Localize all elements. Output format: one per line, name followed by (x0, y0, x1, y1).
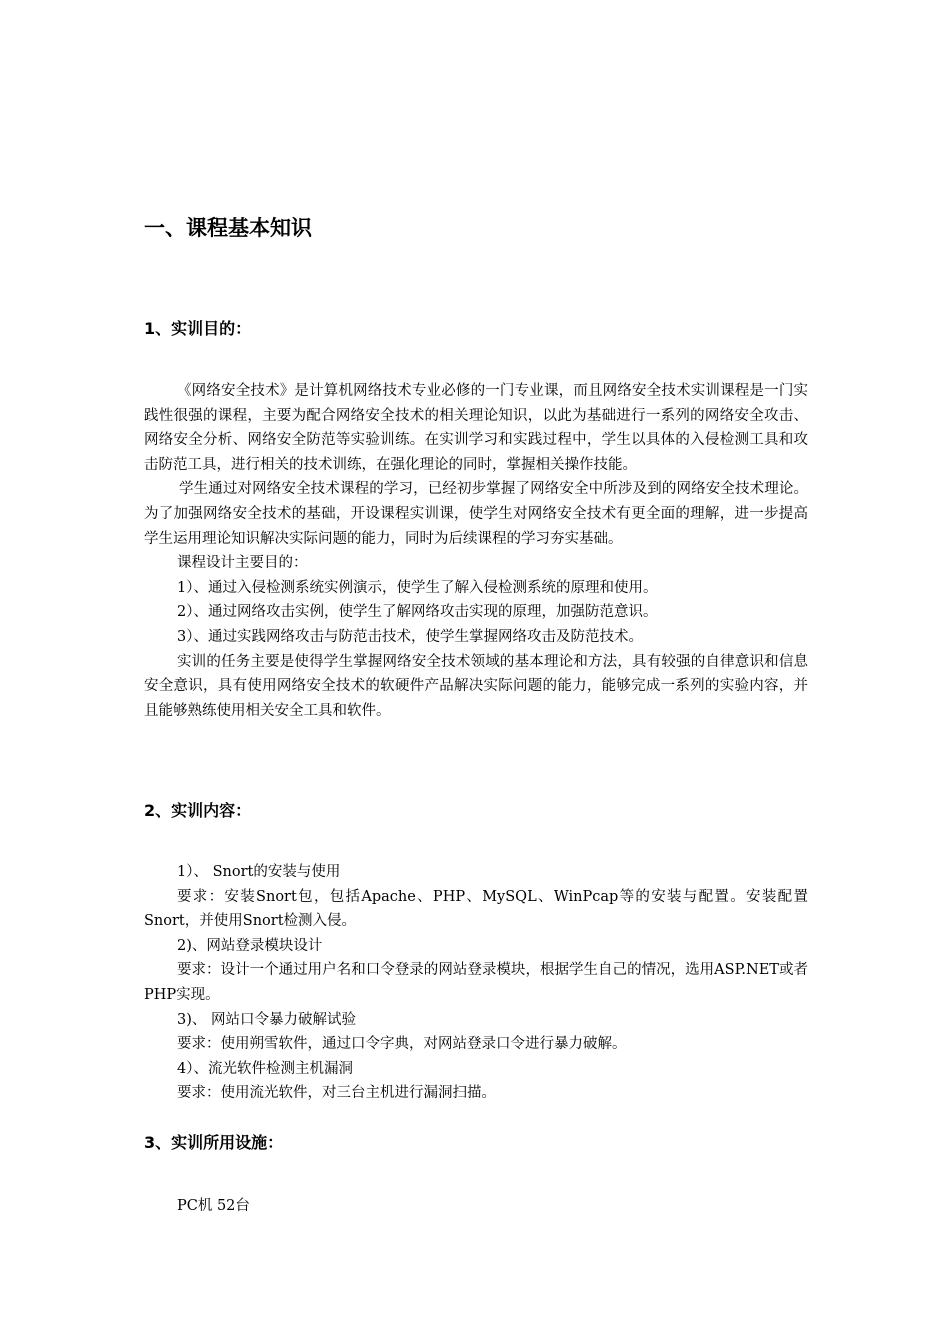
content-block (144, 860, 808, 1106)
facilities-text: PC机 52台 (177, 1198, 250, 1214)
content-item-title: 2)、网站登录模块设计 (177, 937, 323, 954)
purpose-paragraph-3: 实训的任务主要是使得学生掌握网络安全技术领域的基本理论和方法，具有较强的自律意识和信息安全意识，具有使用网络安全技术的软硬件产品解决实际问题的能力，能够完成一系列的实验内容，并且能够熟练使用相关安全工具和软件。 (144, 653, 808, 719)
content-item-title: 3)、 网站口令暴力破解试验 (177, 1011, 356, 1028)
purpose-paragraph-1: 《网络安全技术》是计算机网络技术专业必修的一门专业课，而且网络安全技术实训课程是一门实践性很强的课程，主要为配合网络安全技术的相关理论知识，以此为基础进行一系列的网络安全攻击、网络安全分析、网络安全防范等实验训练。在实训学习和实践过程中，学生以具体的入侵检测工具和攻击防范工具，进行相关的技术训练，在强化理论的同时，掌握相关操作技能。 (144, 383, 808, 473)
content-item-requirement: 要求：使用流光软件，对三台主机进行漏洞扫描。 (177, 1085, 496, 1102)
content-item-title: 1）、 Snort的安装与使用 (177, 864, 341, 880)
section-title: 一、课程基本知识 (144, 216, 312, 240)
purpose-list-item-3: 3）、通过实践网络攻击与防范击技术，使学生掌握网络攻击及防范技术。 (177, 628, 643, 645)
content-heading: 2、实训内容： (144, 801, 252, 820)
purpose-heading: 1、实训目的： (144, 319, 252, 338)
purpose-list-item-2: 2）、通过网络攻击实例，使学生了解网络攻击实现的原理，加强防范意识。 (177, 604, 658, 621)
purpose-subheading: 课程设计主要目的： (177, 555, 308, 572)
purpose-block (144, 379, 808, 723)
content-item-requirement: 要求：使用朔雪软件，通过口令字典，对网站登录口令进行暴力破解。 (177, 1036, 627, 1053)
content-item-title: 4）、流光软件检测主机漏洞 (177, 1060, 353, 1077)
content-item-requirement: 要求：设计一个通过用户名和口令登录的网站登录模块，根据学生自己的情况，选用ASP.NET或者PHP实现。 (144, 962, 808, 1003)
facilities-heading: 3、实训所用设施： (144, 1133, 284, 1152)
facilities-block (144, 1194, 808, 1219)
content-item-requirement: 要求：安装Snort包，包括Apache、PHP、MySQL、WinPcap等的安装与配置。安装配置Snort，并使用Snort检测入侵。 (144, 888, 808, 930)
purpose-paragraph-2: 学生通过对网络安全技术课程的学习，已经初步掌握了网络安全中所涉及到的网络安全技术理论。为了加强网络安全技术的基础，开设课程实训课，使学生对网络安全技术有更全面的理解，进一步提高学生运用理论知识解决实际问题的能力，同时为后续课程的学习夯实基础。 (144, 481, 808, 547)
purpose-list-item-1: 1）、通过入侵检测系统实例演示，使学生了解入侵检测系统的原理和使用。 (177, 579, 658, 596)
